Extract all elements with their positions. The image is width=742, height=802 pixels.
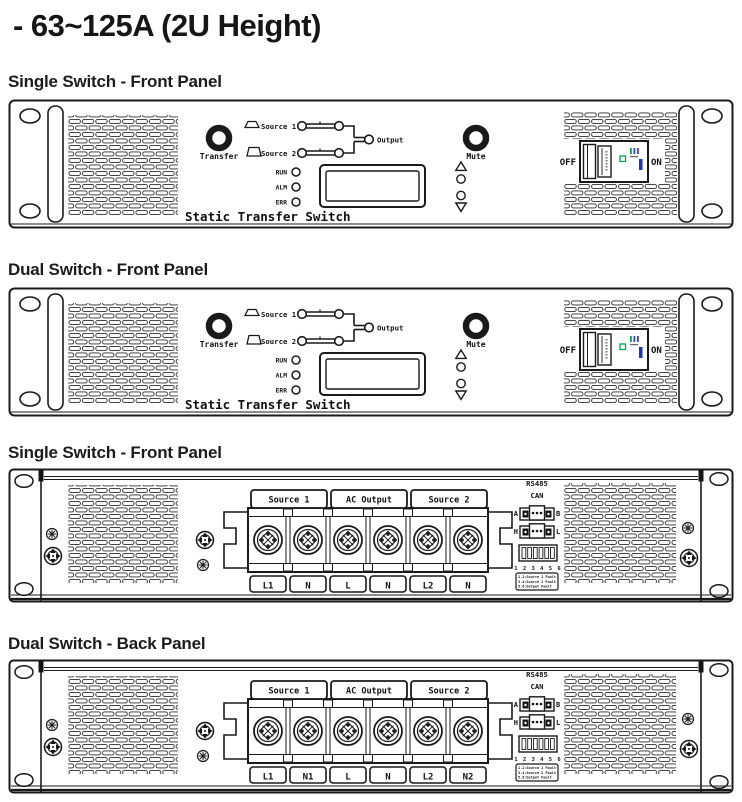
led-err-label: ERR <box>275 199 287 207</box>
terminal-screw <box>254 526 282 554</box>
breaker-off-label: OFF <box>559 158 576 168</box>
mimic-node <box>298 122 307 131</box>
rs485-label: RS485 <box>526 479 548 488</box>
mute-label: Mute <box>466 152 486 161</box>
can-label: CAN <box>530 491 544 500</box>
front-panel-dual <box>8 287 734 417</box>
back-panel-art-copy <box>10 661 733 793</box>
section-label-4: Dual Switch - Back Panel <box>8 634 206 653</box>
back-panel-dual <box>8 659 734 795</box>
terminal-screw <box>334 526 362 554</box>
right-corner-bracket <box>699 471 704 482</box>
dip-switch[interactable] <box>519 545 557 561</box>
terminal-label: N <box>385 581 391 592</box>
terminal-label: L2 <box>422 581 434 592</box>
screw-icon <box>681 550 698 567</box>
front-panel-art-copy <box>10 289 733 416</box>
terminal-screw <box>374 526 402 554</box>
dip-legend-row: 3.4:Source 2 Fault <box>518 579 556 584</box>
terminal-label: L <box>345 772 351 783</box>
left-corner-bracket <box>39 471 44 482</box>
screw-icon <box>197 532 214 549</box>
page-title: - 63~125A (2U Height) <box>13 8 321 43</box>
group-label-ac-output: AC Output <box>345 495 393 506</box>
output-label: Output <box>377 135 404 145</box>
breaker-blue-bar <box>639 159 643 170</box>
screw-icon <box>198 560 209 571</box>
port-h-label: H <box>513 528 518 536</box>
section-label-1: Single Switch - Front Panel <box>8 72 222 91</box>
terminal-label: L1 <box>262 581 274 592</box>
back-panel-single <box>8 468 734 604</box>
terminal-label: N <box>465 581 471 592</box>
dip-legend-row: 5.6:Output Fault <box>518 584 552 589</box>
terminal-screw <box>294 526 322 554</box>
source1-label: Source 1 <box>261 122 297 131</box>
breaker-cert-mark <box>630 148 632 154</box>
section-label-2: Dual Switch - Front Panel <box>8 260 208 279</box>
breaker-cert-mark <box>637 148 639 154</box>
terminal-label: L <box>345 581 351 592</box>
vent-grille-right <box>564 483 676 583</box>
terminal-label: L1 <box>262 772 274 783</box>
mimic-node <box>335 122 344 131</box>
mimic-node <box>298 149 307 158</box>
screw-icon <box>45 548 62 565</box>
led-run-label: RUN <box>275 169 287 177</box>
breaker-cert-mark <box>630 156 638 157</box>
terminal-screw <box>414 526 442 554</box>
dip-legend-row: 1.2:Source 1 Fault <box>518 575 556 579</box>
mimic-node <box>335 149 344 158</box>
dip-numbers: 1 2 3 4 5 6 <box>514 566 562 572</box>
vent-grille-right-bottom <box>564 184 677 215</box>
breaker-on-label: ON <box>651 158 662 168</box>
nav-button-bottom[interactable] <box>457 191 465 199</box>
vent-grille-left <box>68 115 178 215</box>
screw-icon <box>47 529 58 540</box>
port-l-label: L <box>556 528 561 536</box>
screw-icon <box>683 523 694 534</box>
group-label-source1: Source 1 <box>268 495 310 506</box>
group-label-source2: Source 2 <box>428 495 470 506</box>
terminal-block-body <box>248 508 488 572</box>
can-connector-hl[interactable] <box>520 524 554 538</box>
led-alm-label: ALM <box>275 184 287 192</box>
transfer-label: Transfer <box>199 152 239 161</box>
front-panel-single <box>8 99 734 229</box>
source2-label: Source 2 <box>261 149 297 158</box>
port-a-label: A <box>513 510 518 518</box>
mimic-node-output <box>365 135 374 144</box>
terminal-label: N2 <box>462 772 474 783</box>
nav-button-top[interactable] <box>457 175 465 183</box>
breaker-cert-mark <box>634 148 636 154</box>
terminal-screw <box>454 526 482 554</box>
device-name: Static Transfer Switch <box>185 209 351 224</box>
vent-grille-right-top <box>564 112 677 139</box>
terminal-label: L2 <box>422 772 434 783</box>
port-b-label: B <box>556 510 561 518</box>
vent-grille-right-col <box>665 139 677 184</box>
rs485-connector-ab[interactable] <box>520 506 554 520</box>
terminal-label: N1 <box>302 772 314 783</box>
vent-grille-left <box>68 485 178 583</box>
breaker-switch[interactable] <box>580 141 648 182</box>
terminal-label: N <box>305 581 311 592</box>
terminal-label: N <box>385 772 391 783</box>
section-label-3: Single Switch - Front Panel <box>8 443 222 462</box>
